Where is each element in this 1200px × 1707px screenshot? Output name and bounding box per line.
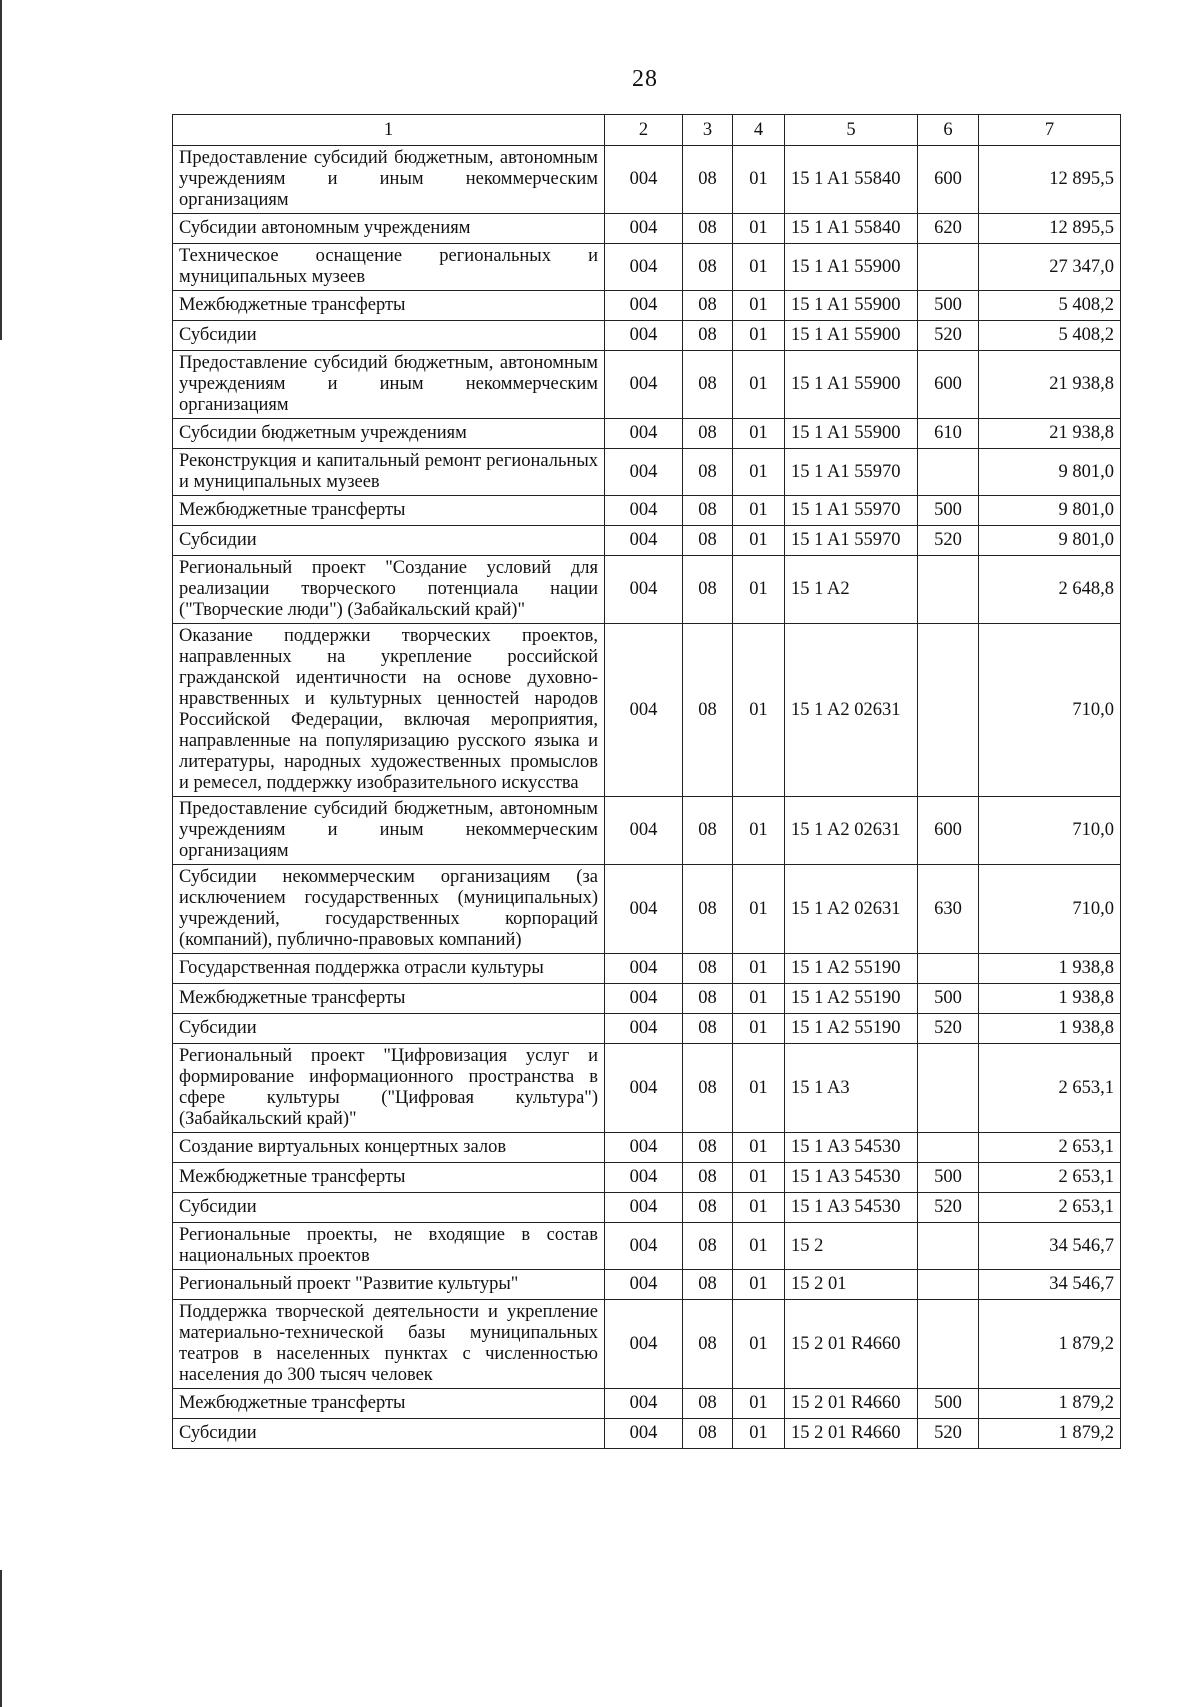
row-col-3: 08	[683, 351, 733, 419]
row-col-4: 01	[733, 1163, 785, 1193]
row-col-3: 08	[683, 1419, 733, 1449]
table-row	[173, 1300, 1121, 1389]
row-col-2: 004	[605, 624, 683, 797]
row-name: Техническое оснащение региональных и муниципальных музеев	[173, 244, 605, 291]
row-col-4: 01	[733, 1133, 785, 1163]
row-amount: 710,0	[979, 865, 1121, 954]
row-col-3: 08	[683, 321, 733, 351]
row-col-3: 08	[683, 1270, 733, 1300]
row-amount: 2 648,8	[979, 556, 1121, 624]
row-col-4: 01	[733, 865, 785, 954]
row-col-4: 01	[733, 954, 785, 984]
scan-edge-mark-top	[0, 0, 2, 340]
row-col-2: 004	[605, 321, 683, 351]
table-row	[173, 291, 1121, 321]
row-name: Региональные проекты, не входящие в состав национальных проектов	[173, 1223, 605, 1270]
row-expense-type: 500	[918, 1163, 979, 1193]
row-name: Межбюджетные трансферты	[173, 984, 605, 1014]
row-expense-type	[918, 1270, 979, 1300]
header-col-3: 3	[683, 115, 733, 146]
row-target-code: 15 1 A2 02631	[785, 797, 918, 865]
row-col-3: 08	[683, 984, 733, 1014]
row-col-4: 01	[733, 351, 785, 419]
row-expense-type	[918, 556, 979, 624]
row-target-code: 15 1 A2 02631	[785, 865, 918, 954]
row-col-2: 004	[605, 1270, 683, 1300]
row-expense-type	[918, 1044, 979, 1133]
header-col-7: 7	[979, 115, 1121, 146]
row-amount: 2 653,1	[979, 1133, 1121, 1163]
row-col-4: 01	[733, 624, 785, 797]
row-col-4: 01	[733, 556, 785, 624]
row-name: Предоставление субсидий бюджетным, автономным учреждениям и иным некоммерческим организациям	[173, 351, 605, 419]
row-col-3: 08	[683, 244, 733, 291]
row-name: Субсидии некоммерческим организациям (за исключением государственных (муниципальных) учреждений, государственных корпораций (компаний), публично-правовых компаний)	[173, 865, 605, 954]
row-col-4: 01	[733, 984, 785, 1014]
row-expense-type: 520	[918, 1014, 979, 1044]
row-col-4: 01	[733, 1014, 785, 1044]
row-target-code: 15 2 01	[785, 1270, 918, 1300]
row-amount: 27 347,0	[979, 244, 1121, 291]
row-expense-type: 630	[918, 865, 979, 954]
row-target-code: 15 1 A1 55900	[785, 244, 918, 291]
row-col-3: 08	[683, 496, 733, 526]
table-row	[173, 1044, 1121, 1133]
row-col-2: 004	[605, 419, 683, 449]
row-amount: 710,0	[979, 624, 1121, 797]
row-amount: 21 938,8	[979, 351, 1121, 419]
row-name: Субсидии	[173, 526, 605, 556]
row-target-code: 15 1 A1 55900	[785, 321, 918, 351]
row-name: Предоставление субсидий бюджетным, автономным учреждениям и иным некоммерческим организациям	[173, 797, 605, 865]
row-col-3: 08	[683, 1223, 733, 1270]
row-col-2: 004	[605, 1133, 683, 1163]
row-expense-type: 610	[918, 419, 979, 449]
table-row	[173, 214, 1121, 244]
row-amount: 1 879,2	[979, 1389, 1121, 1419]
row-col-3: 08	[683, 291, 733, 321]
row-target-code: 15 1 A2	[785, 556, 918, 624]
row-col-2: 004	[605, 1419, 683, 1449]
row-expense-type	[918, 1133, 979, 1163]
row-col-2: 004	[605, 244, 683, 291]
header-col-5: 5	[785, 115, 918, 146]
row-amount: 1 879,2	[979, 1419, 1121, 1449]
row-target-code: 15 1 A1 55900	[785, 419, 918, 449]
row-name: Поддержка творческой деятельности и укрепление материально-технической базы муниципальных театров в населенных пунктах с численностью населения до 300 тысяч человек	[173, 1300, 605, 1389]
header-col-1: 1	[173, 115, 605, 146]
row-name: Субсидии бюджетным учреждениям	[173, 419, 605, 449]
row-expense-type: 500	[918, 496, 979, 526]
row-name: Региональный проект "Развитие культуры"	[173, 1270, 605, 1300]
row-amount: 2 653,1	[979, 1044, 1121, 1133]
table-row	[173, 1223, 1121, 1270]
row-target-code: 15 1 A3 54530	[785, 1133, 918, 1163]
header-col-4: 4	[733, 115, 785, 146]
table-row	[173, 984, 1121, 1014]
row-col-3: 08	[683, 526, 733, 556]
row-col-4: 01	[733, 291, 785, 321]
row-name: Межбюджетные трансферты	[173, 1163, 605, 1193]
table-row	[173, 954, 1121, 984]
row-amount: 1 938,8	[979, 1014, 1121, 1044]
row-col-2: 004	[605, 1300, 683, 1389]
row-col-4: 01	[733, 146, 785, 214]
row-col-4: 01	[733, 1193, 785, 1223]
row-expense-type	[918, 244, 979, 291]
row-col-2: 004	[605, 1044, 683, 1133]
row-col-2: 004	[605, 146, 683, 214]
row-col-2: 004	[605, 865, 683, 954]
table-row	[173, 556, 1121, 624]
row-col-2: 004	[605, 1014, 683, 1044]
row-col-3: 08	[683, 865, 733, 954]
row-name: Субсидии	[173, 1193, 605, 1223]
table-header	[173, 115, 1121, 146]
row-col-3: 08	[683, 1389, 733, 1419]
row-expense-type	[918, 954, 979, 984]
row-amount: 1 879,2	[979, 1300, 1121, 1389]
row-col-4: 01	[733, 496, 785, 526]
row-name: Создание виртуальных концертных залов	[173, 1133, 605, 1163]
row-expense-type: 620	[918, 214, 979, 244]
row-amount: 2 653,1	[979, 1163, 1121, 1193]
row-amount: 12 895,5	[979, 214, 1121, 244]
row-target-code: 15 2 01 R4660	[785, 1419, 918, 1449]
row-col-4: 01	[733, 1389, 785, 1419]
header-col-6: 6	[918, 115, 979, 146]
row-col-2: 004	[605, 291, 683, 321]
table-row	[173, 419, 1121, 449]
row-col-4: 01	[733, 1270, 785, 1300]
header-col-2: 2	[605, 115, 683, 146]
row-amount: 34 546,7	[979, 1270, 1121, 1300]
row-expense-type	[918, 1300, 979, 1389]
table-row	[173, 1419, 1121, 1449]
row-col-2: 004	[605, 556, 683, 624]
table-row	[173, 1193, 1121, 1223]
row-col-4: 01	[733, 449, 785, 496]
row-target-code: 15 1 A2 55190	[785, 954, 918, 984]
row-expense-type	[918, 624, 979, 797]
row-expense-type: 500	[918, 291, 979, 321]
row-col-2: 004	[605, 1163, 683, 1193]
row-name: Субсидии	[173, 321, 605, 351]
row-amount: 9 801,0	[979, 526, 1121, 556]
row-target-code: 15 2 01 R4660	[785, 1300, 918, 1389]
row-col-3: 08	[683, 214, 733, 244]
row-expense-type	[918, 449, 979, 496]
scan-edge-mark-bottom	[0, 1570, 2, 1707]
row-target-code: 15 1 A1 55840	[785, 146, 918, 214]
table-row	[173, 865, 1121, 954]
row-name: Региональный проект "Создание условий для реализации творческого потенциала нации ("Творческие люди") (Забайкальский край)"	[173, 556, 605, 624]
row-col-3: 08	[683, 146, 733, 214]
budget-table	[172, 114, 1121, 1449]
row-amount: 5 408,2	[979, 321, 1121, 351]
row-col-2: 004	[605, 214, 683, 244]
row-amount: 9 801,0	[979, 449, 1121, 496]
row-col-4: 01	[733, 1300, 785, 1389]
row-name: Региональный проект "Цифровизация услуг и формирование информационного пространства в сфере культуры ("Цифровая культура") (Забайкальский край)"	[173, 1044, 605, 1133]
row-name: Субсидии автономным учреждениям	[173, 214, 605, 244]
row-col-2: 004	[605, 984, 683, 1014]
row-target-code: 15 1 A1 55900	[785, 291, 918, 321]
row-col-2: 004	[605, 954, 683, 984]
table-row	[173, 624, 1121, 797]
row-col-4: 01	[733, 526, 785, 556]
row-target-code: 15 1 A1 55970	[785, 449, 918, 496]
row-name: Реконструкция и капитальный ремонт региональных и муниципальных музеев	[173, 449, 605, 496]
row-col-3: 08	[683, 419, 733, 449]
row-col-3: 08	[683, 624, 733, 797]
row-col-2: 004	[605, 351, 683, 419]
row-col-4: 01	[733, 419, 785, 449]
row-target-code: 15 1 A1 55970	[785, 496, 918, 526]
row-col-4: 01	[733, 797, 785, 865]
row-col-4: 01	[733, 1044, 785, 1133]
row-col-3: 08	[683, 954, 733, 984]
row-col-3: 08	[683, 797, 733, 865]
row-col-3: 08	[683, 1163, 733, 1193]
row-col-2: 004	[605, 496, 683, 526]
table-row	[173, 146, 1121, 214]
row-name: Субсидии	[173, 1014, 605, 1044]
row-expense-type: 600	[918, 797, 979, 865]
row-amount: 5 408,2	[979, 291, 1121, 321]
table-row	[173, 1163, 1121, 1193]
row-amount: 1 938,8	[979, 984, 1121, 1014]
table-row	[173, 321, 1121, 351]
row-amount: 21 938,8	[979, 419, 1121, 449]
row-target-code: 15 1 A2 55190	[785, 1014, 918, 1044]
row-expense-type: 520	[918, 526, 979, 556]
row-target-code: 15 1 A3	[785, 1044, 918, 1133]
row-expense-type: 500	[918, 984, 979, 1014]
row-target-code: 15 2	[785, 1223, 918, 1270]
table-row	[173, 449, 1121, 496]
row-col-3: 08	[683, 1133, 733, 1163]
row-target-code: 15 1 A3 54530	[785, 1163, 918, 1193]
table-row	[173, 244, 1121, 291]
row-col-2: 004	[605, 1193, 683, 1223]
row-name: Межбюджетные трансферты	[173, 1389, 605, 1419]
row-target-code: 15 1 A3 54530	[785, 1193, 918, 1223]
row-expense-type: 600	[918, 146, 979, 214]
row-col-2: 004	[605, 1223, 683, 1270]
table-row	[173, 351, 1121, 419]
row-name: Межбюджетные трансферты	[173, 291, 605, 321]
row-col-3: 08	[683, 1044, 733, 1133]
row-name: Предоставление субсидий бюджетным, автономным учреждениям и иным некоммерческим организациям	[173, 146, 605, 214]
row-col-4: 01	[733, 244, 785, 291]
row-col-3: 08	[683, 449, 733, 496]
row-col-2: 004	[605, 526, 683, 556]
row-name: Межбюджетные трансферты	[173, 496, 605, 526]
row-col-4: 01	[733, 1419, 785, 1449]
table-row	[173, 797, 1121, 865]
row-name: Государственная поддержка отрасли культуры	[173, 954, 605, 984]
row-expense-type: 520	[918, 1419, 979, 1449]
table-row	[173, 1270, 1121, 1300]
row-target-code: 15 1 A1 55900	[785, 351, 918, 419]
table-row	[173, 1133, 1121, 1163]
row-target-code: 15 1 A1 55970	[785, 526, 918, 556]
row-target-code: 15 1 A2 55190	[785, 984, 918, 1014]
row-col-3: 08	[683, 556, 733, 624]
row-expense-type: 520	[918, 321, 979, 351]
row-name: Субсидии	[173, 1419, 605, 1449]
row-amount: 1 938,8	[979, 954, 1121, 984]
row-expense-type: 520	[918, 1193, 979, 1223]
table-row	[173, 1014, 1121, 1044]
row-col-2: 004	[605, 797, 683, 865]
row-target-code: 15 2 01 R4660	[785, 1389, 918, 1419]
row-target-code: 15 1 A1 55840	[785, 214, 918, 244]
row-col-4: 01	[733, 1223, 785, 1270]
table-row	[173, 1389, 1121, 1419]
header-row	[173, 115, 1121, 146]
row-col-4: 01	[733, 214, 785, 244]
row-col-4: 01	[733, 321, 785, 351]
row-amount: 710,0	[979, 797, 1121, 865]
table-row	[173, 526, 1121, 556]
row-amount: 2 653,1	[979, 1193, 1121, 1223]
row-target-code: 15 1 A2 02631	[785, 624, 918, 797]
row-col-2: 004	[605, 449, 683, 496]
row-expense-type: 600	[918, 351, 979, 419]
row-expense-type	[918, 1223, 979, 1270]
row-col-3: 08	[683, 1014, 733, 1044]
row-amount: 34 546,7	[979, 1223, 1121, 1270]
row-col-3: 08	[683, 1193, 733, 1223]
row-amount: 12 895,5	[979, 146, 1121, 214]
table-body	[173, 146, 1121, 1449]
row-col-2: 004	[605, 1389, 683, 1419]
page-number: 28	[632, 66, 658, 92]
row-amount: 9 801,0	[979, 496, 1121, 526]
row-name: Оказание поддержки творческих проектов, направленных на укрепление российской гражданской идентичности на основе духовно-нравственных и культурных ценностей народов Российской Федерации, включая мероприятия, направленные на популяризацию русского языка и литературы, народных художественных промыслов и ремесел, поддержку изобразительного искусства	[173, 624, 605, 797]
row-expense-type: 500	[918, 1389, 979, 1419]
table-row	[173, 496, 1121, 526]
row-col-3: 08	[683, 1300, 733, 1389]
